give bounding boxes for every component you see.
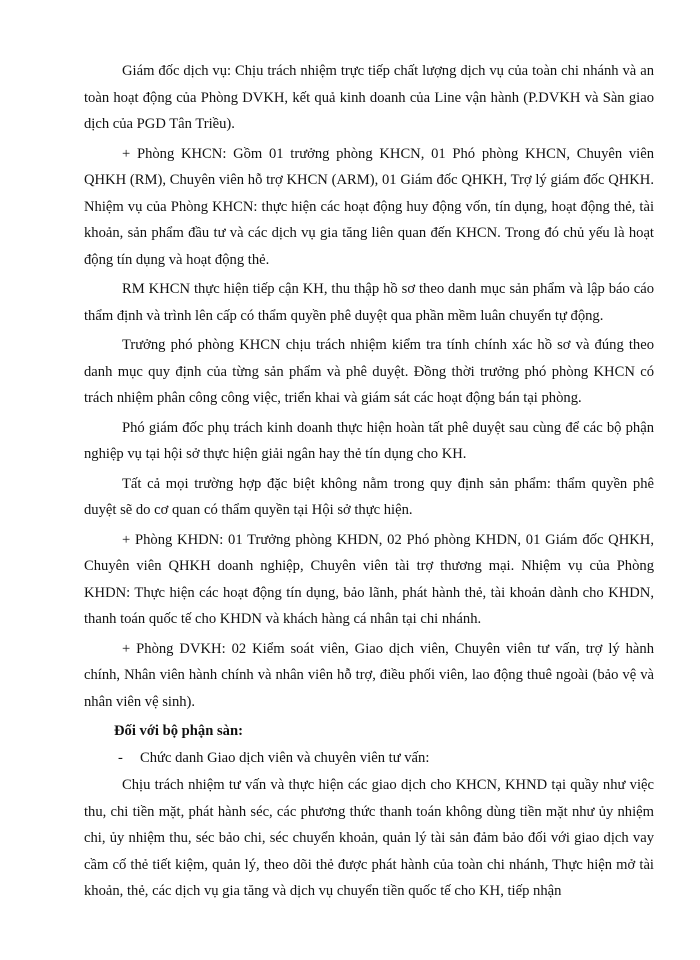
section-heading: Đối với bộ phận sàn: xyxy=(114,723,243,739)
paragraph-special-cases: Tất cả mọi trường hợp đặc biệt không nằm trong quy định sản phẩm: thẩm quyền phê duyệt sẽ do cơ quan có thẩm quyền tại Hội sở thực hiện. xyxy=(84,475,654,518)
paragraph-khcn-head: Trưởng phó phòng KHCN chịu trách nhiệm kiểm tra tính chính xác hồ sơ và đúng theo danh mục quy định của từng sản phẩm và phê duyệt. Đồng thời trưởng phó phòng KHCN có trách nhiệm phân công công việc, triển khai và giám sát các hoạt động bán tại phòng. xyxy=(84,337,654,406)
paragraph-service-director: Giám đốc dịch vụ: Chịu trách nhiệm trực tiếp chất lượng dịch vụ của toàn chi nhánh và an toàn hoạt động của Phòng DVKH, kết quả kinh doanh của Line vận hành (P.DVKH và Sàn giao dịch của PGD Tân Triều). xyxy=(84,63,654,132)
paragraph-dvkh-department: + Phòng DVKH: 02 Kiểm soát viên, Giao dịch viên, Chuyên viên tư vấn, trợ lý hành chính, Nhân viên hành chính và nhân viên hỗ trợ, điều phối viên, lao động thuê ngoài (bảo vệ và nhân viên vệ sinh). xyxy=(84,640,654,710)
paragraph-khdn-department: + Phòng KHDN: 01 Trưởng phòng KHDN, 02 Phó phòng KHDN, 01 Giám đốc QHKH, Chuyên viên QHKH doanh nghiệp, Chuyên viên tài trợ thương mại. Nhiệm vụ của Phòng KHDN: Thực hiện các hoạt động tín dụng, bảo lãnh, phát hành thẻ, tài khoản dành cho KHDN, thanh toán quốc tế cho KHDN và khách hàng cá nhân tại chi nhánh. xyxy=(84,531,654,627)
paragraph-rm-khcn: RM KHCN thực hiện tiếp cận KH, thu thập hồ sơ theo danh mục sản phẩm và lập báo cáo thẩm định và trình lên cấp có thẩm quyền phê duyệt qua phần mềm luân chuyển tự động. xyxy=(84,281,654,324)
bullet-item xyxy=(84,745,654,772)
paragraph-teller-duties: Chịu trách nhiệm tư vấn và thực hiện các giao dịch cho KHCN, KHND tại quầy như việc thu, chi tiền mặt, phát hành séc, các phương thức thanh toán không dùng tiền mặt như ủy nhiệm chi, ủy nhiệm thu, séc bảo chi, séc chuyển khoản, quản lý tài sản đảm bảo đối với giao dịch vay cầm cố thẻ tiết kiệm, quản lý, theo dõi thẻ được phát hành của toàn chi nhánh, Thực hiện mở tài khoản, thẻ, các dịch vụ gia tăng và dịch vụ chuyển tiền quốc tế cho KH, tiếp nhận xyxy=(84,777,654,899)
document-body xyxy=(84,58,654,908)
paragraph-khcn-department: + Phòng KHCN: Gồm 01 trưởng phòng KHCN, 01 Phó phòng KHCN, Chuyên viên QHKH (RM), Chuyên viên hỗ trợ KHCN (ARM), 01 Giám đốc QHKH, Trợ lý giám đốc QHKH. Nhiệm vụ của Phòng KHCN: thực hiện các hoạt động huy động vốn, tín dụng, hoạt động thẻ, tài khoản, sản phẩm đầu tư và các dịch vụ gia tăng liên quan đến KHCN. Trong đó chủ yếu là hoạt động tín dụng và hoạt động thẻ. xyxy=(84,145,654,268)
paragraph-deputy-director: Phó giám đốc phụ trách kinh doanh thực hiện hoàn tất phê duyệt sau cùng để các bộ phận nghiệp vụ tại hội sở thực hiện giải ngân hay thẻ tín dụng cho KH. xyxy=(84,419,654,462)
bullet-marker: - xyxy=(118,749,123,766)
bullet-text: Chức danh Giao dịch viên và chuyên viên tư vấn: xyxy=(140,749,430,766)
